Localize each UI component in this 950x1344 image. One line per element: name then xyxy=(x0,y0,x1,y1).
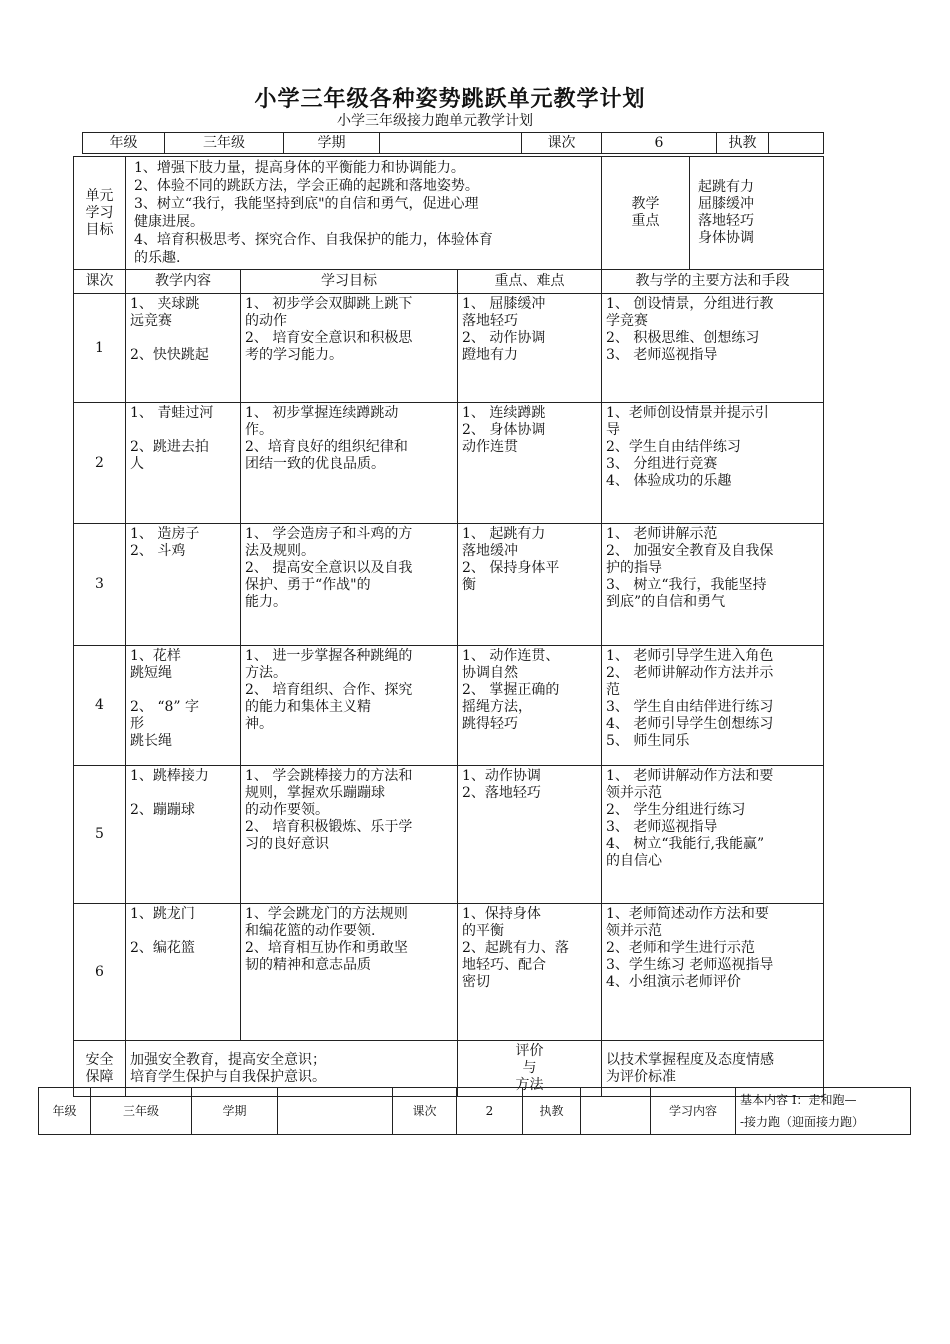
term-label: 学期 xyxy=(192,1088,278,1135)
grade-label: 年级 xyxy=(83,133,165,154)
row-method: 1、 老师引导学生进入角色 2、 老师讲解动作方法并示 范 3、 学生自由结伴进行练习 4、 老师引导学生创想练习 5、 师生同乐 xyxy=(602,646,824,766)
col-header-content: 教学内容 xyxy=(126,270,241,294)
teaching-focus: 起跳有力 屈膝缓冲 落地轻巧 身体协调 xyxy=(690,157,824,270)
table-row xyxy=(74,904,824,1041)
row-goal: 1、 学会造房子和斗鸡的方 法及规则。 2、 提高安全意识以及自我 保护、勇于“作战"的 能力。 xyxy=(241,524,458,646)
row-num: 2 xyxy=(74,403,126,524)
row-key: 1、 连续蹲跳 2、 身体协调 动作连贯 xyxy=(458,403,602,524)
col-header-key: 重点、难点 xyxy=(458,270,602,294)
row-method: 1、老师创设情景并提示引 导 2、学生自由结伴练习 3、 分组进行竞赛 4、 体验成功的乐趣 xyxy=(602,403,824,524)
row-goal: 1、 初步掌握连续蹲跳动 作。 2、培育良好的组织纪律和 团结一致的优良品质。 xyxy=(241,403,458,524)
lesson-value: 6 xyxy=(602,133,717,154)
term-label: 学期 xyxy=(284,133,380,154)
learning-content-value: 基本内容 I：走和跑— -接力跑（迎面接力跑） xyxy=(736,1088,911,1135)
term-value xyxy=(380,133,522,154)
grade-value: 三年级 xyxy=(165,133,284,154)
row-goal: 1、 进一步掌握各种跳绳的 方法。 2、 培育组织、合作、探究 的能力和集体主义精 神。 xyxy=(241,646,458,766)
lesson-header-table-2 xyxy=(38,1087,911,1135)
term-value xyxy=(278,1088,393,1135)
safety-label: 安全 保障 xyxy=(74,1041,126,1097)
row-method: 1、老师简述动作方法和要 领并示范 2、老师和学生进行示范 3、学生练习 老师巡视指导 4、小组演示老师评价 xyxy=(602,904,824,1041)
row-method: 1、 老师讲解动作方法和要 领并示范 2、 学生分组进行练习 3、 老师巡视指导 4、 树立“我能行,我能赢” 的自信心 xyxy=(602,766,824,904)
teacher-value xyxy=(769,133,824,154)
row-method: 1、 老师讲解示范 2、 加强安全教育及自我保 护的指导 3、 树立“我行，我能坚持 到底”的自信和勇气 xyxy=(602,524,824,646)
unit-goals: 1、增强下肢力量，提高身体的平衡能力和协调能力。 2、体验不同的跳跃方法，学会正确的起跳和落地姿势。 3、树立“我行，我能坚持到底"的自信和勇气，促进心理 健康进展。 4、培育积极思考、探究合作、自我保护的能力，体验体育 的乐趣. xyxy=(126,157,602,270)
table-row xyxy=(74,524,824,646)
safety-text: 加强安全教育，提高安全意识； 培育学生保护与自我保护意识。 xyxy=(126,1041,458,1097)
row-content: 1、 青蛙过河 2、跳进去拍 人 xyxy=(126,403,241,524)
row-num: 6 xyxy=(74,904,126,1041)
page-subtitle: 小学三年级接力跑单元教学计划 xyxy=(337,113,533,129)
learning-content-label: 学习内容 xyxy=(651,1088,736,1135)
teacher-label: 执教 xyxy=(717,133,769,154)
grade-value: 三年级 xyxy=(91,1088,192,1135)
col-header-method: 教与学的主要方法和手段 xyxy=(602,270,824,294)
row-key: 1、 屈膝缓冲 落地轻巧 2、 动作协调 蹬地有力 xyxy=(458,294,602,403)
evaluation-text: 以技术掌握程度及态度情感 为评价标准 xyxy=(602,1041,824,1097)
lesson-value: 2 xyxy=(457,1088,523,1135)
row-key: 1、保持身体 的平衡 2、起跳有力、落 地轻巧、配合 密切 xyxy=(458,904,602,1041)
evaluation-label: 评价 与 方法 xyxy=(458,1041,602,1097)
col-header-lesson: 课次 xyxy=(74,270,126,294)
page-title: 小学三年级各种姿势跳跃单元教学计划 xyxy=(254,86,646,112)
row-key: 1、动作协调 2、落地轻巧 xyxy=(458,766,602,904)
row-content: 1、花样 跳短绳 2、 “8” 字 形 跳长绳 xyxy=(126,646,241,766)
table-row xyxy=(74,646,824,766)
lesson-header-table xyxy=(82,132,824,154)
row-key: 1、 起跳有力 落地缓冲 2、 保持身体平 衡 xyxy=(458,524,602,646)
unit-plan-table xyxy=(73,156,824,1097)
row-content: 1、跳棒接力 2、蹦蹦球 xyxy=(126,766,241,904)
row-num: 3 xyxy=(74,524,126,646)
row-content: 1、 夹球跳 远竞赛 2、快快跳起 xyxy=(126,294,241,403)
row-num: 4 xyxy=(74,646,126,766)
row-num: 1 xyxy=(74,294,126,403)
grade-label: 年级 xyxy=(39,1088,91,1135)
row-goal: 1、 初步学会双脚跳上跳下 的动作 2、 培育安全意识和积极思 考的学习能力。 xyxy=(241,294,458,403)
lesson-label: 课次 xyxy=(522,133,602,154)
teaching-focus-label: 教学 重点 xyxy=(602,157,690,270)
teacher-value xyxy=(581,1088,651,1135)
table-row xyxy=(74,294,824,403)
row-goal: 1、学会跳龙门的方法规则 和编花篮的动作要领. 2、培育相互协作和勇敢坚 韧的精神和意志品质 xyxy=(241,904,458,1041)
row-content: 1、跳龙门 2、编花篮 xyxy=(126,904,241,1041)
row-goal: 1、 学会跳棒接力的方法和 规则，掌握欢乐蹦蹦球 的动作要领。 2、 培育积极锻炼、乐于学 习的良好意识 xyxy=(241,766,458,904)
col-header-goal: 学习目标 xyxy=(241,270,458,294)
unit-goals-label: 单元 学习 目标 xyxy=(74,157,126,270)
row-num: 5 xyxy=(74,766,126,904)
row-key: 1、 动作连贯、 协调自然 2、 掌握正确的 摇绳方法， 跳得轻巧 xyxy=(458,646,602,766)
table-row xyxy=(74,766,824,904)
table-row xyxy=(74,403,824,524)
row-method: 1、 创设情景，分组进行教 学竞赛 2、 积极思维、创想练习 3、 老师巡视指导 xyxy=(602,294,824,403)
lesson-label: 课次 xyxy=(393,1088,457,1135)
row-content: 1、 造房子 2、 斗鸡 xyxy=(126,524,241,646)
teacher-label: 执教 xyxy=(523,1088,581,1135)
